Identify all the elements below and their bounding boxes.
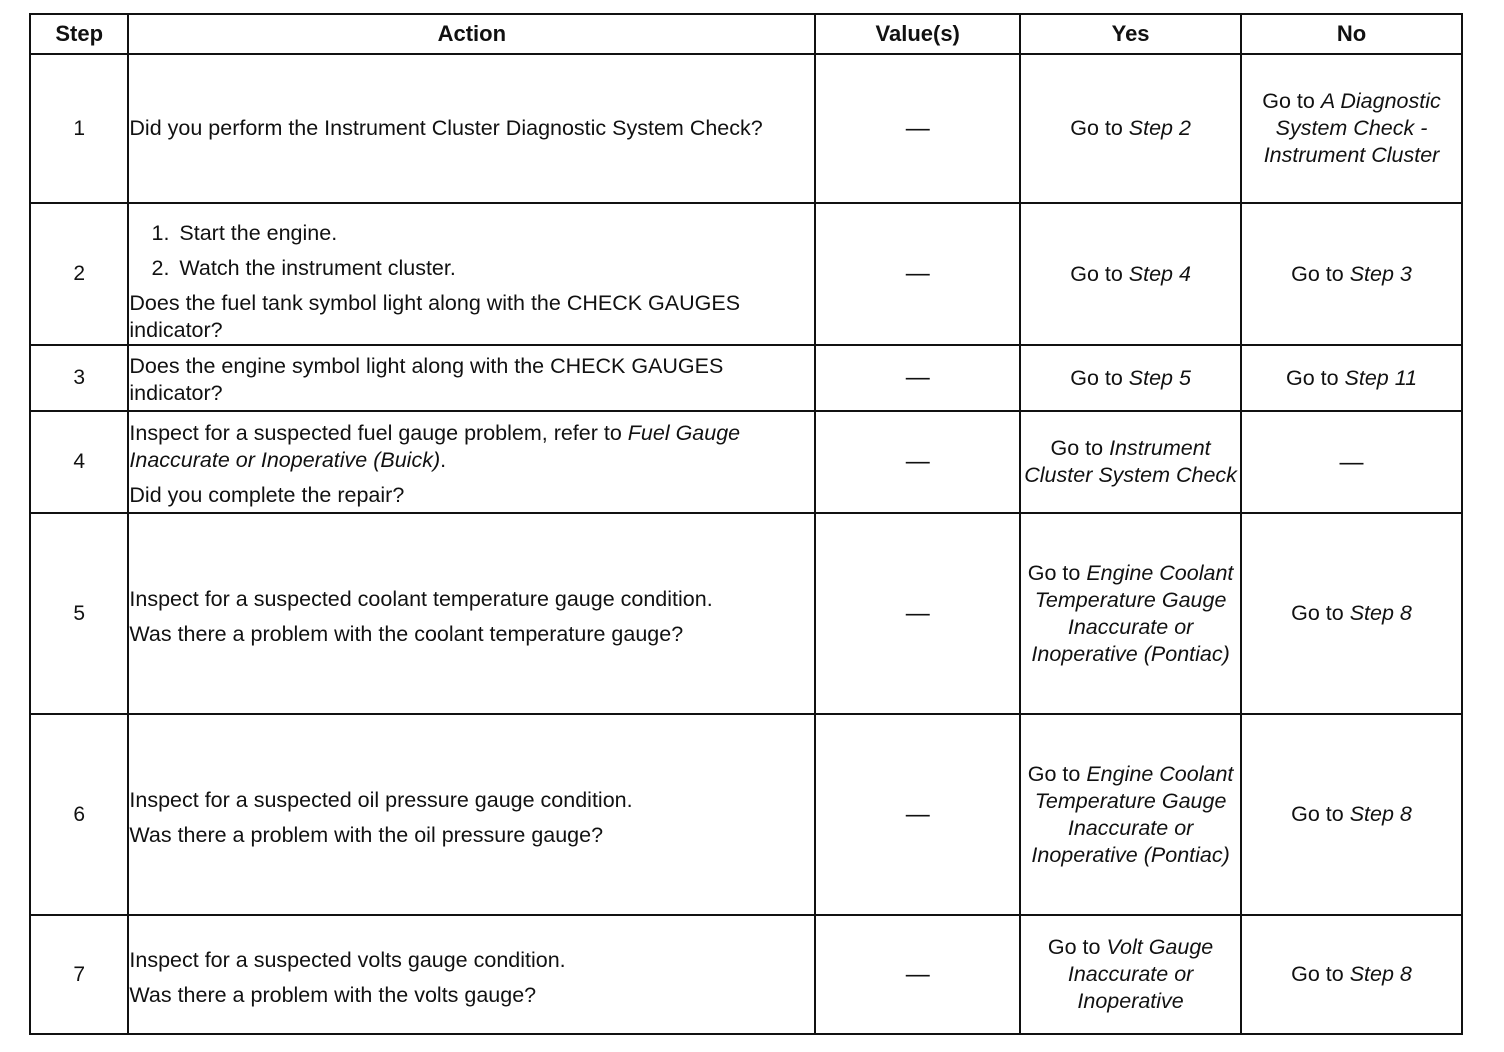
step-number: 3 [30,345,128,411]
no-prefix: Go to [1285,365,1345,390]
step-number: 4 [30,411,128,513]
header-no: No [1241,14,1462,54]
action-text: Inspect for a suspected volts gauge condition. [129,947,566,972]
table-row [30,513,1462,714]
yes-cell [1020,345,1241,411]
action-prefix: Inspect for a suspected fuel gauge problem, refer to [129,420,628,445]
action-text: Did you perform the Instrument Cluster Diagnostic System Check? [129,116,763,140]
value-cell: — [815,714,1020,915]
action-text: Was there a problem with the volts gauge? [129,982,537,1007]
action-text: Does the engine symbol light along with the CHECK GAUGES indicator? [129,354,724,405]
action-ref-link[interactable]: Fuel Gauge Inaccurate or Inoperative (Buick) [129,420,741,472]
table-row [30,203,1462,345]
no-step-link[interactable]: Step 8 [1349,802,1412,826]
action-text: Does the fuel tank symbol light along with the CHECK GAUGES indicator? [129,291,741,342]
no-step-link[interactable]: Step 11 [1344,365,1418,390]
yes-prefix: Go to [1070,261,1129,286]
no-prefix: Go to [1291,601,1350,625]
no-cell [1241,54,1462,203]
table-row [30,345,1462,411]
table-row [30,714,1462,915]
action-text: Did you complete the repair? [129,482,405,507]
no-cell [1241,203,1462,345]
value-cell: — [815,915,1020,1034]
table-row [30,411,1462,513]
no-prefix: Go to [1291,802,1350,826]
action-cell [128,513,815,714]
no-step-link[interactable]: Step 8 [1349,601,1412,625]
yes-prefix: Go to [1027,560,1087,585]
action-steps-list [129,220,814,282]
list-item: 1. Start the engine. [175,220,814,247]
yes-cell [1020,714,1241,915]
no-prefix: Go to [1291,261,1350,286]
action-text: Was there a problem with the coolant temperature gauge? [129,621,684,646]
header-values: Value(s) [815,14,1020,54]
yes-cell [1020,915,1241,1034]
header-action: Action [128,14,815,54]
action-suffix: . [440,447,447,472]
yes-step-link[interactable]: Engine Coolant Temperature Gauge Inaccurate or Inoperative (Pontiac) [1031,560,1234,666]
value-cell: — [815,513,1020,714]
step-number: 5 [30,513,128,714]
action-cell [128,714,815,915]
diagnostic-table [29,13,1463,1035]
no-cell [1241,345,1462,411]
yes-step-link[interactable]: Step 4 [1128,261,1191,286]
value-cell: — [815,54,1020,203]
no-cell [1241,513,1462,714]
no-step-link[interactable]: Step 3 [1349,261,1412,286]
table-row [30,54,1462,203]
yes-cell [1020,203,1241,345]
action-cell [128,345,815,411]
value-cell: — [815,203,1020,345]
action-cell [128,411,815,513]
table-row [30,915,1462,1034]
yes-prefix: Go to [1070,116,1129,140]
no-cell [1241,714,1462,915]
no-step-link[interactable]: Step 8 [1349,962,1412,986]
action-cell [128,54,815,203]
yes-prefix: Go to [1050,436,1110,460]
action-text [129,420,814,474]
yes-step-link[interactable]: Volt Gauge Inaccurate or Inoperative [1067,935,1214,1013]
no-step-link[interactable]: A Diagnostic System Check - Instrument Cluster [1263,89,1441,167]
yes-cell [1020,54,1241,203]
no-prefix: Go to [1262,89,1321,113]
action-text: Was there a problem with the oil pressure gauge? [129,822,604,847]
action-cell [128,203,815,345]
value-cell: — [815,345,1020,411]
action-cell [128,915,815,1034]
yes-cell [1020,513,1241,714]
yes-step-link[interactable]: Instrument Cluster System Check [1024,436,1237,487]
yes-step-link[interactable]: Step 2 [1128,116,1191,140]
step-number: 6 [30,714,128,915]
no-prefix: Go to [1291,962,1350,986]
yes-prefix: Go to [1070,365,1129,390]
header-step: Step [30,14,128,54]
step-number: 2 [30,203,128,345]
action-text: Inspect for a suspected oil pressure gauge condition. [129,787,633,812]
no-cell [1241,915,1462,1034]
header-yes: Yes [1020,14,1241,54]
list-item: 2. Watch the instrument cluster. [175,255,814,282]
yes-cell [1020,411,1241,513]
value-cell: — [815,411,1020,513]
no-cell: — [1241,411,1462,513]
table-header-row [30,14,1462,54]
action-text: Inspect for a suspected coolant temperature gauge condition. [129,586,713,611]
yes-step-link[interactable]: Engine Coolant Temperature Gauge Inaccurate or Inoperative (Pontiac) [1031,761,1234,867]
step-number: 1 [30,54,128,203]
yes-step-link[interactable]: Step 5 [1128,365,1191,390]
yes-prefix: Go to [1047,935,1107,959]
step-number: 7 [30,915,128,1034]
yes-prefix: Go to [1027,761,1087,786]
